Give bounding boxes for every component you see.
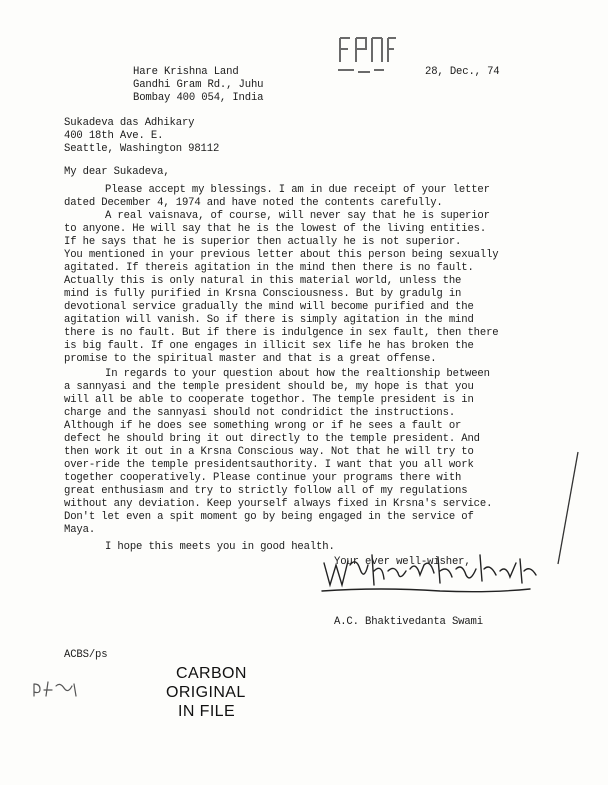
body-line: defect he should bring it out directly to the temple president. And bbox=[64, 433, 480, 445]
body-line: A real vaisnava, of course, will never say that he is superior bbox=[105, 210, 490, 222]
body-line: then work it out in a Krsna Conscious way. Not that he will try to bbox=[64, 446, 474, 458]
recipient-line: Seattle, Washington 98112 bbox=[64, 143, 220, 155]
body-line: without any deviation. Keep yourself always fixed in Krsna's service. bbox=[64, 498, 493, 510]
sender-address-line: Hare Krishna Land bbox=[133, 66, 239, 78]
stamp-line: ORIGINAL bbox=[166, 684, 246, 701]
body-line: over-ride the temple presidentsauthority. I want that you all work bbox=[64, 459, 474, 471]
sender-address-line: Bombay 400 054, India bbox=[133, 92, 264, 104]
salutation: My dear Sukadeva, bbox=[64, 166, 170, 178]
sender-address-line: Gandhi Gram Rd., Juhu bbox=[133, 79, 264, 91]
body-line: there is no fault. But if there is indulgence in sex fault, then there bbox=[64, 327, 499, 339]
letterhead-logo-mark bbox=[336, 32, 400, 80]
stamp-line: CARBON bbox=[176, 665, 247, 682]
body-line: mind is fully purified in Krsna Consciousness. But by gradulg in bbox=[64, 288, 462, 300]
body-line: Actually this is only natural in this material world, unless the bbox=[64, 275, 462, 287]
margin-pen-mark bbox=[552, 448, 582, 568]
body-line: dated December 4, 1974 and have noted the contents carefully. bbox=[64, 197, 443, 209]
body-line: great enthusiasm and try to strictly follow all of my regulations bbox=[64, 485, 468, 497]
stamp-line: IN FILE bbox=[178, 703, 236, 720]
body-line: together cooperatively. Please continue your programs there with bbox=[64, 472, 462, 484]
recipient-line: Sukadeva das Adhikary bbox=[64, 117, 195, 129]
body-line: You mentioned in your previous letter about this person being sexually bbox=[64, 249, 499, 261]
body-line: agitation will vanish. So if there is simply agitation in the mind bbox=[64, 314, 474, 326]
body-line: devotional service gradually the mind will become purified and the bbox=[64, 301, 474, 313]
body-line: Please accept my blessings. I am in due receipt of your letter bbox=[105, 184, 490, 196]
body-line: If he says that he is superior then actually he is not superior. bbox=[64, 236, 462, 248]
body-line: charge and the sannyasi should not condridict the instructions. bbox=[64, 407, 456, 419]
handwritten-signature bbox=[320, 535, 560, 605]
body-line: Don't let even a spit moment go by being engaged in the service of bbox=[64, 511, 474, 523]
closing-line: I hope this meets you in good health. bbox=[105, 541, 335, 553]
body-line: Although if he does see something wrong or if he sees a fault or bbox=[64, 420, 462, 432]
body-line: to anyone. He will say that he is the lowest of the living entities. bbox=[64, 223, 487, 235]
sign-off: Your ever well-wisher, bbox=[334, 556, 471, 568]
handwritten-note-scribble bbox=[30, 676, 80, 702]
body-line: a sannyasi and the temple president should be, my hope is that you bbox=[64, 381, 474, 393]
letter-date: 28, Dec., 74 bbox=[425, 66, 500, 78]
body-line: is big fault. If one engages in illicit sex life he has broken the bbox=[64, 340, 474, 352]
body-line: will all be able to cooperate togethor. The temple president is in bbox=[64, 394, 474, 406]
body-line: In regards to your question about how the realtionship between bbox=[105, 368, 490, 380]
carbon-original-stamp bbox=[166, 664, 246, 721]
body-line: agitated. If thereis agitation in the mind then there is no fault. bbox=[64, 262, 474, 274]
body-line: promise to the spiritual master and that is a great offense. bbox=[64, 353, 437, 365]
signer-name: A.C. Bhaktivedanta Swami bbox=[334, 616, 483, 628]
body-line: Maya. bbox=[64, 524, 96, 536]
recipient-line: 400 18th Ave. E. bbox=[64, 130, 164, 142]
typist-initials: ACBS/ps bbox=[64, 649, 108, 661]
